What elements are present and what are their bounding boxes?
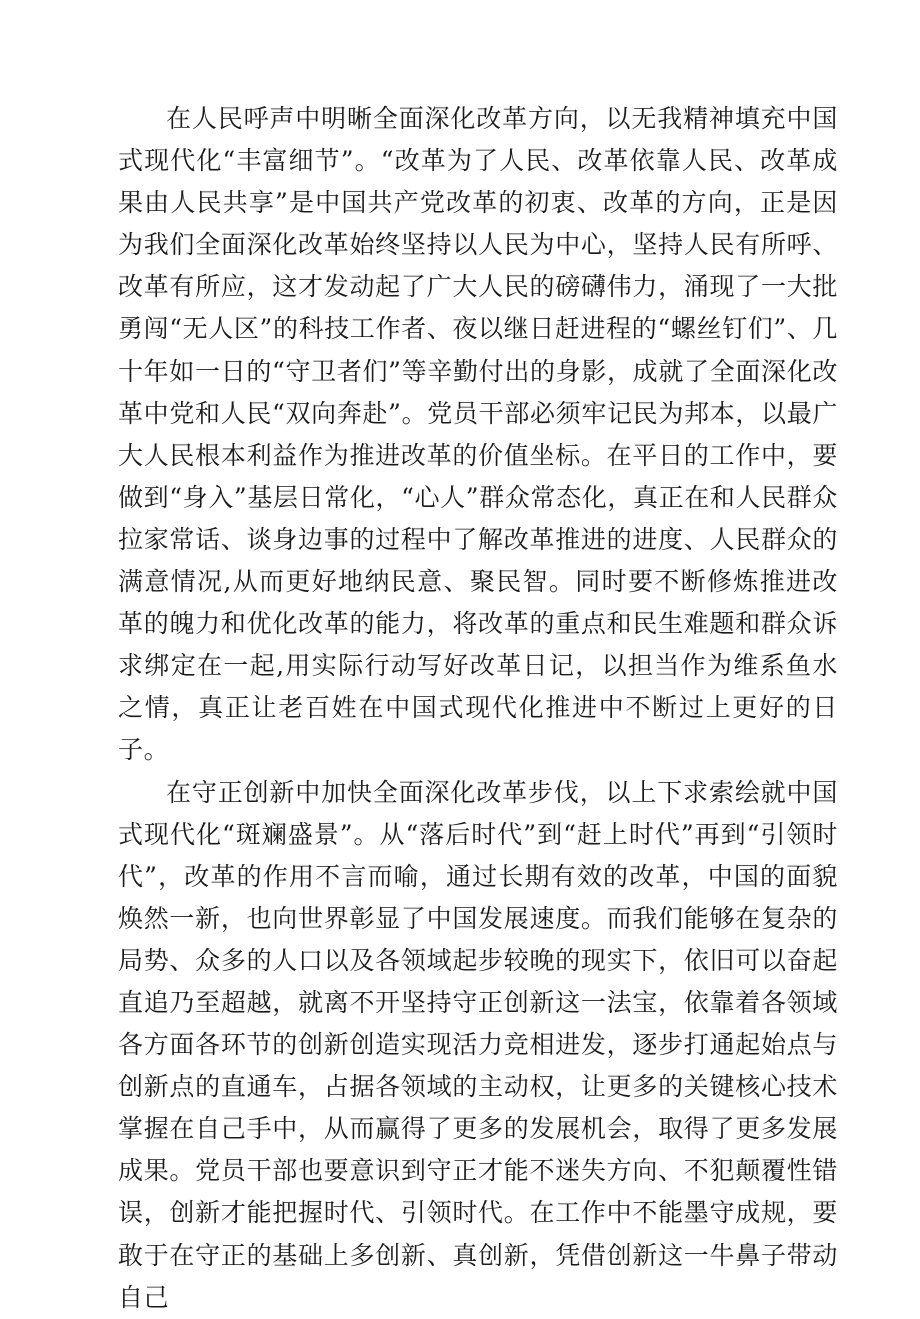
paragraph-2: 在守正创新中加快全面深化改革步伐，以上下求索绘就中国式现代化“斑斓盛景”。从“落后时代”到“赶上时代”再到“引领时代”，改革的作用不言而喻，通过长期有效的改革，中国的面貌焕然一新，也向世界彰显了中国发展速度。而我们能够在复杂的局势、众多的人口以及各领域起步较晚的现实下，依旧可以奋起直追乃至超越，就离不开坚持守正创新这一法宝，依靠着各领域各方面各环节的创新创造实现活力竞相进发，逐步打通起始点与创新点的直通车，占据各领域的主动权，让更多的关键核心技术掌握在自己手中，从而赢得了更多的发展机会，取得了更多发展成果。党员干部也要意识到守正才能不迷失方向、不犯颠覆性错误，创新才能把握时代、引领时代。在工作中不能墨守成规，要敢于在守正的基础上多创新、真创新，凭借创新这一牛鼻子带动自己 bbox=[118, 777, 838, 1312]
paragraph-1: 在人民呼声中明晰全面深化改革方向，以无我精神填充中国式现代化“丰富细节”。“改革为了人民、改革依靠人民、改革成果由人民共享”是中国共产党改革的初衷、改革的方向，正是因为我们全面深化改革始终坚持以人民为中心，坚持人民有所呼、改革有所应，这才发动起了广大人民的磅礴伟力，涌现了一大批勇闯“无人区”的科技工作者、夜以继日赶进程的“螺丝钉们”、几十年如一日的“守卫者们”等辛勤付出的身影，成就了全面深化改革中党和人民“双向奔赴”。党员干部必须牢记民为邦本，以最广大人民根本利益作为推进改革的价值坐标。在平日的工作中，要做到“身入”基层日常化，“心人”群众常态化，真正在和人民群众拉家常话、谈身边事的过程中了解改革推进的进度、人民群众的满意情况,从而更好地纳民意、聚民智。同时要不断修炼推进改革的魄力和优化改革的能力，将改革的重点和民生难题和群众诉求绑定在一起,用实际行动写好改革日记，以担当作为维系鱼水之情，真正让老百姓在中国式现代化推进中不断过上更好的日子。 bbox=[118, 104, 838, 765]
document-body bbox=[118, 98, 838, 1319]
